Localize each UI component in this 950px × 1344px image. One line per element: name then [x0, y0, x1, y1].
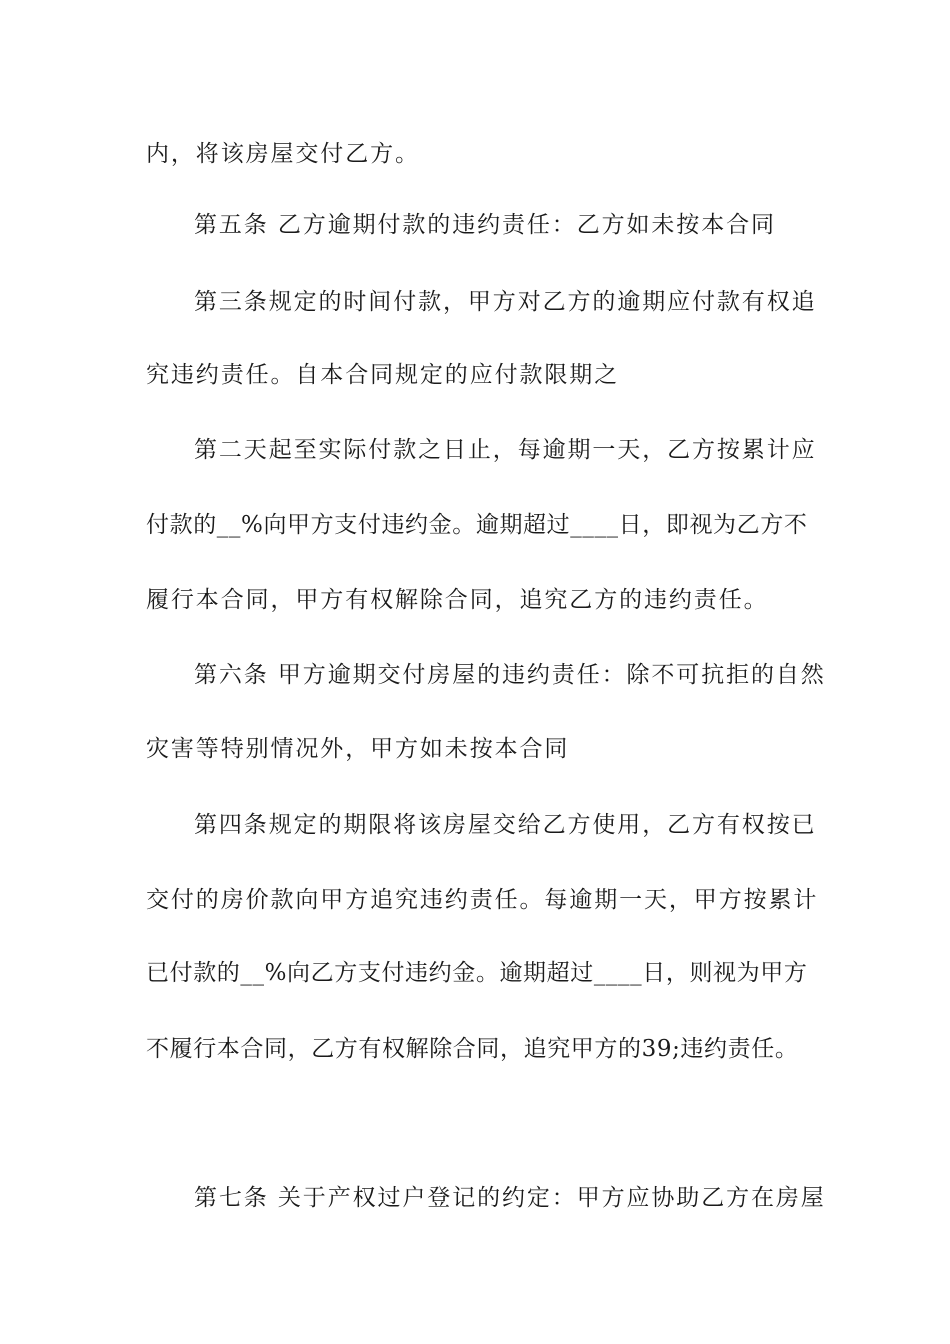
text-line: 第六条 甲方逾期交付房屋的违约责任：除不可抗拒的自然: [194, 662, 826, 688]
text-line: 究违约责任。自本合同规定的应付款限期之: [146, 362, 620, 388]
text-line: 付款的__%向甲方支付违约金。逾期超过____日，即视为乙方不: [146, 512, 808, 538]
text-line: 履行本合同，甲方有权解除合同，追究乙方的违约责任。: [146, 587, 769, 613]
text-line: 交付的房价款向甲方追究违约责任。每逾期一天，甲方按累计: [146, 887, 819, 913]
text-line: 灾害等特别情况外，甲方如未按本合同: [146, 736, 570, 762]
text-line: 第二天起至实际付款之日止，每逾期一天，乙方按累计应: [194, 437, 817, 463]
text-line: 第四条规定的期限将该房屋交给乙方使用，乙方有权按已: [194, 812, 817, 838]
text-line: 第七条 关于产权过户登记的约定：甲方应协助乙方在房屋: [194, 1185, 826, 1211]
text-line: 不履行本合同，乙方有权解除合同，追究甲方的39;违约责任。: [146, 1036, 799, 1062]
text-line: 第三条规定的时间付款，甲方对乙方的逾期应付款有权追: [194, 289, 817, 315]
text-line: 内，将该房屋交付乙方。: [146, 141, 420, 167]
text-line: 已付款的__%向乙方支付违约金。逾期超过____日，则视为甲方: [146, 960, 808, 986]
text-line: 第五条 乙方逾期付款的违约责任：乙方如未按本合同: [194, 212, 776, 238]
